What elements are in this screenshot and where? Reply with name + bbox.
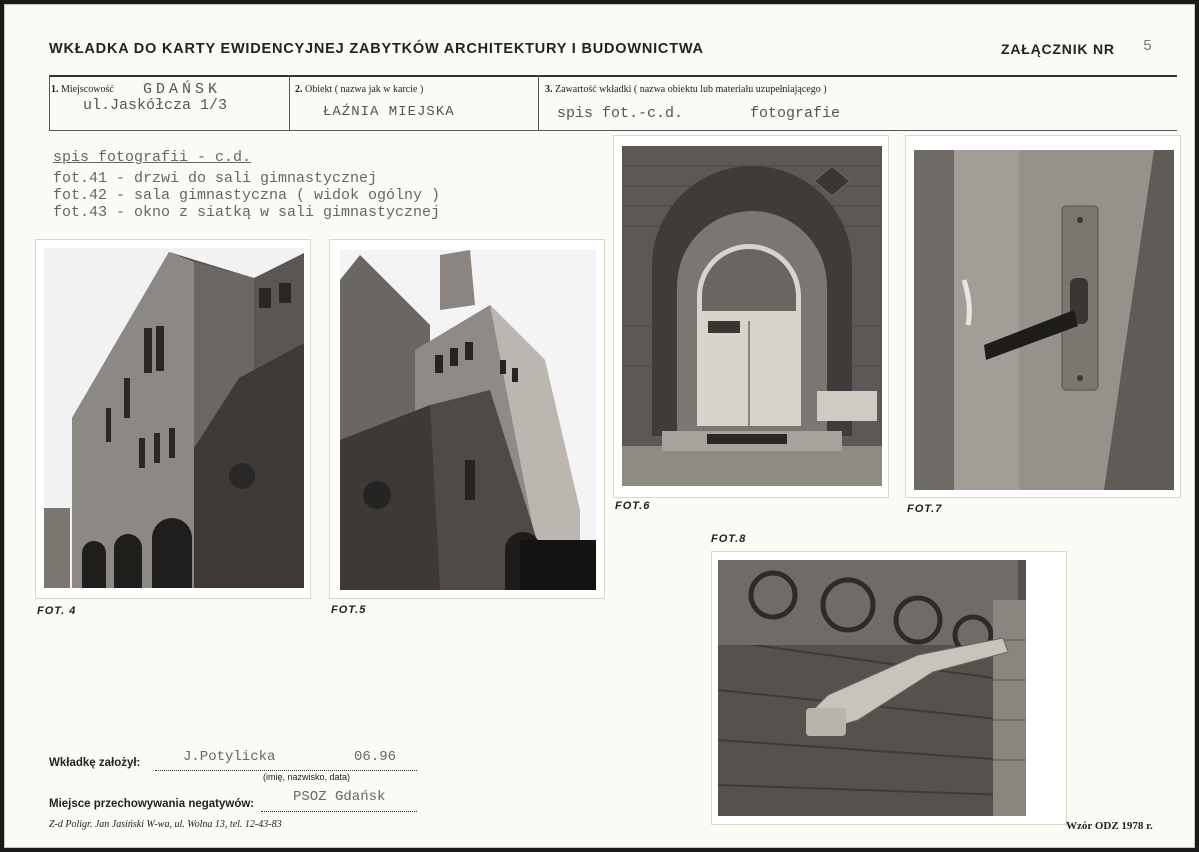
field-object-value: ŁAŹNIA MIEJSKA	[323, 104, 455, 120]
photo-5-image	[340, 250, 596, 590]
field-divider	[538, 75, 539, 131]
field-place-label: 1. Miejscowość	[51, 84, 114, 95]
photo-6-caption: FOT.6	[615, 500, 651, 512]
field-content-value-1: spis fot.-c.d.	[557, 105, 684, 122]
photo-8-caption: FOT.8	[711, 533, 747, 545]
photo-5-caption: FOT.5	[331, 604, 367, 616]
header-rule	[49, 75, 1177, 77]
photo-list-item: fot.43 - okno z siatką w sali gimnastycznej	[53, 204, 441, 221]
form-designation: Wzór ODZ 1978 r.	[1066, 820, 1153, 832]
negatives-line	[261, 811, 417, 812]
created-by-name: J.Potylicka	[183, 749, 276, 765]
field-divider	[289, 75, 290, 131]
photo-6	[613, 135, 889, 498]
photo-4-image	[44, 248, 304, 588]
photo-list	[53, 149, 440, 221]
printer-imprint: Z-d Poligr. Jan Jasiński W-wa, ul. Wolna 13, tel. 12-43-83	[49, 819, 282, 830]
sheet-title: WKŁADKA DO KARTY EWIDENCYJNEJ ZABYTKÓW ARCHITEKTURY I BUDOWNICTWA	[49, 41, 704, 57]
photo-8	[711, 551, 1067, 825]
created-by-hint: (imię, nazwisko, data)	[263, 772, 351, 782]
field-divider	[49, 75, 50, 131]
field-content-label: 3. Zawartość wkładki ( nazwa obiektu lub materiału uzupełniającego )	[545, 84, 827, 95]
record-sheet	[4, 4, 1195, 848]
created-by-date: 06.96	[354, 749, 397, 765]
field-object-label: 2. Obiekt ( nazwa jak w karcie )	[295, 84, 424, 95]
photo-4	[35, 239, 311, 599]
field-place-address: ul.Jaskółcza 1/3	[83, 97, 228, 114]
field-place-city: GDAŃSK	[143, 81, 222, 98]
photo-5	[329, 239, 605, 599]
photo-list-title: spis fotografii - c.d.	[53, 149, 252, 166]
photo-list-item: fot.41 - drzwi do sali gimnastycznej	[53, 170, 378, 187]
photo-6-image	[622, 146, 882, 486]
photo-list-item: fot.42 - sala gimnastyczna ( widok ogólny )	[53, 187, 441, 204]
attachment-label: ZAŁĄCZNIK NR	[1001, 41, 1115, 57]
created-by-label: Wkładkę założył:	[49, 757, 141, 769]
attachment-number: 5	[1143, 38, 1153, 55]
photo-7-image	[914, 150, 1174, 490]
fields-rule	[49, 130, 1177, 131]
photo-7-caption: FOT.7	[907, 503, 943, 515]
negatives-label: Miejsce przechowywania negatywów:	[49, 798, 255, 810]
negatives-value: PSOZ Gdańsk	[293, 789, 386, 805]
created-by-line	[155, 770, 417, 771]
field-content-value-2: fotografie	[750, 105, 841, 122]
photo-4-caption: FOT. 4	[37, 605, 77, 617]
photo-8-image	[718, 560, 1026, 816]
photo-7	[905, 135, 1181, 498]
